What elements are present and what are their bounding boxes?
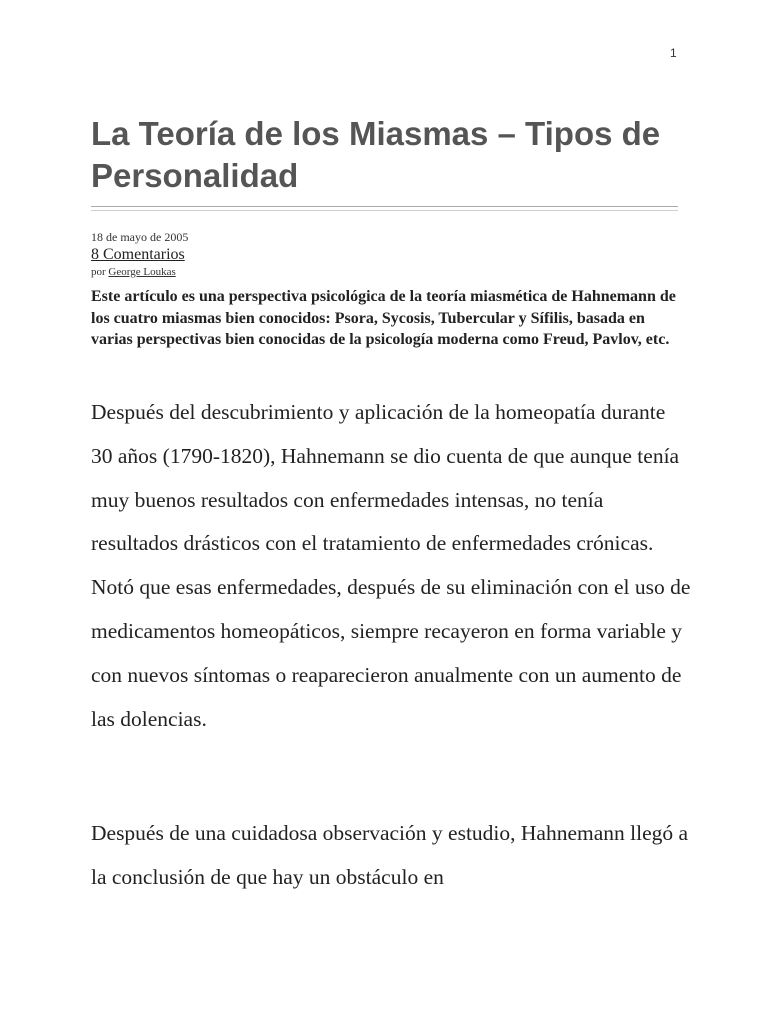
body-paragraph: Después del descubrimiento y aplicación de la homeopatía durante 30 años (1790-1820), Hahnemann se dio cuenta de que aunque tenía muy buenos resultados con enfermedades intensas, no tenía resultados drásticos con el tratamiento de enfermedades crónicas. Notó que esas enfermedades, después de su eliminación con el uso de medicamentos homeopáticos, siempre recayeron en forma variable y con nuevos síntomas o reaparecieron anualmente con un aumento de las dolencias. <box>91 400 691 731</box>
article-title: La Teoría de los Miasmas – Tipos de Personalidad <box>91 115 661 194</box>
byline <box>91 265 681 279</box>
publish-date: 18 de mayo de 2005 <box>91 230 189 244</box>
byline-prefix: por <box>91 266 109 278</box>
article-lead: Este artículo es una perspectiva psicológica de la teoría miasmética de Hahnemann de los cuatro miasmas bien conocidos: Psora, Sycosis, Tubercular y Sífilis, basada en varias perspectivas bien conocidas de la psicología moderna como Freud, Pavlov, etc. <box>91 288 676 348</box>
comments-link[interactable]: 8 Comentarios <box>91 246 185 263</box>
author-link[interactable]: George Loukas <box>108 266 176 278</box>
page-number: 1 <box>670 46 677 60</box>
title-divider <box>91 206 678 211</box>
article-meta <box>91 229 681 279</box>
body-paragraph: Después de una cuidadosa observación y estudio, Hahnemann llegó a la conclusión de que hay un obstáculo en <box>91 821 689 889</box>
